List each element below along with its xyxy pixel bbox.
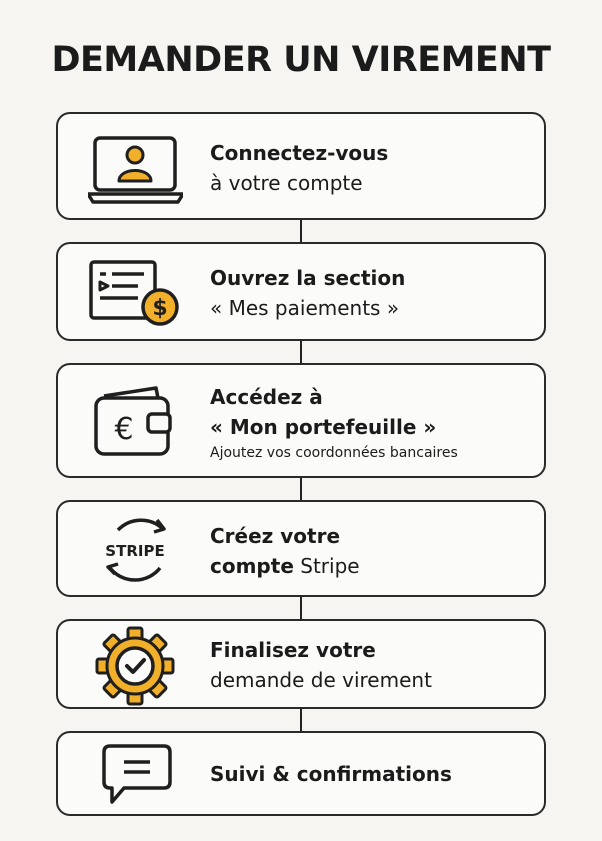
- stripe-sync-icon: [88, 508, 183, 588]
- step-card-wallet: [56, 363, 546, 478]
- connector-4-5: [300, 596, 302, 620]
- step-subtitle: compte Stripe: [210, 554, 360, 578]
- stripe-logo-text: STRIPE: [105, 542, 165, 560]
- step-card-tracking: [56, 731, 546, 816]
- gear-check-icon: [88, 626, 183, 706]
- page-title: DEMANDER UN VIREMENT: [51, 40, 551, 80]
- step-subtitle: à votre compte: [210, 171, 363, 195]
- connector-1-2: [300, 219, 302, 243]
- step-subtitle: « Mes paiements »: [210, 296, 400, 320]
- step-title: Ouvrez la section: [210, 266, 406, 290]
- svg-text:€: €: [114, 412, 134, 447]
- step-subtitle: « Mon portefeuille »: [210, 415, 437, 439]
- step-title: Connectez-vous: [210, 141, 389, 165]
- step-card-finalize: [56, 619, 546, 709]
- connector-5-6: [300, 708, 302, 732]
- step-title: Créez votre: [210, 524, 341, 548]
- invoice-dollar-icon: [88, 252, 183, 332]
- chat-bubble-icon: [88, 736, 183, 816]
- connector-2-3: [300, 340, 302, 364]
- step-card-login: [56, 112, 546, 220]
- step-title: Finalisez votre: [210, 638, 376, 662]
- step-title: Suivi & confirmations: [210, 762, 452, 786]
- step-title: Accédez à: [210, 385, 323, 409]
- step-subtitle: demande de virement: [210, 668, 432, 692]
- laptop-user-icon: [88, 126, 183, 206]
- step-note: Ajoutez vos coordonnées bancaires: [210, 445, 458, 461]
- step-card-payments: [56, 242, 546, 341]
- svg-text:$: $: [152, 296, 168, 321]
- step-card-stripe: [56, 500, 546, 597]
- wallet-euro-icon: [88, 382, 183, 462]
- connector-3-4: [300, 477, 302, 501]
